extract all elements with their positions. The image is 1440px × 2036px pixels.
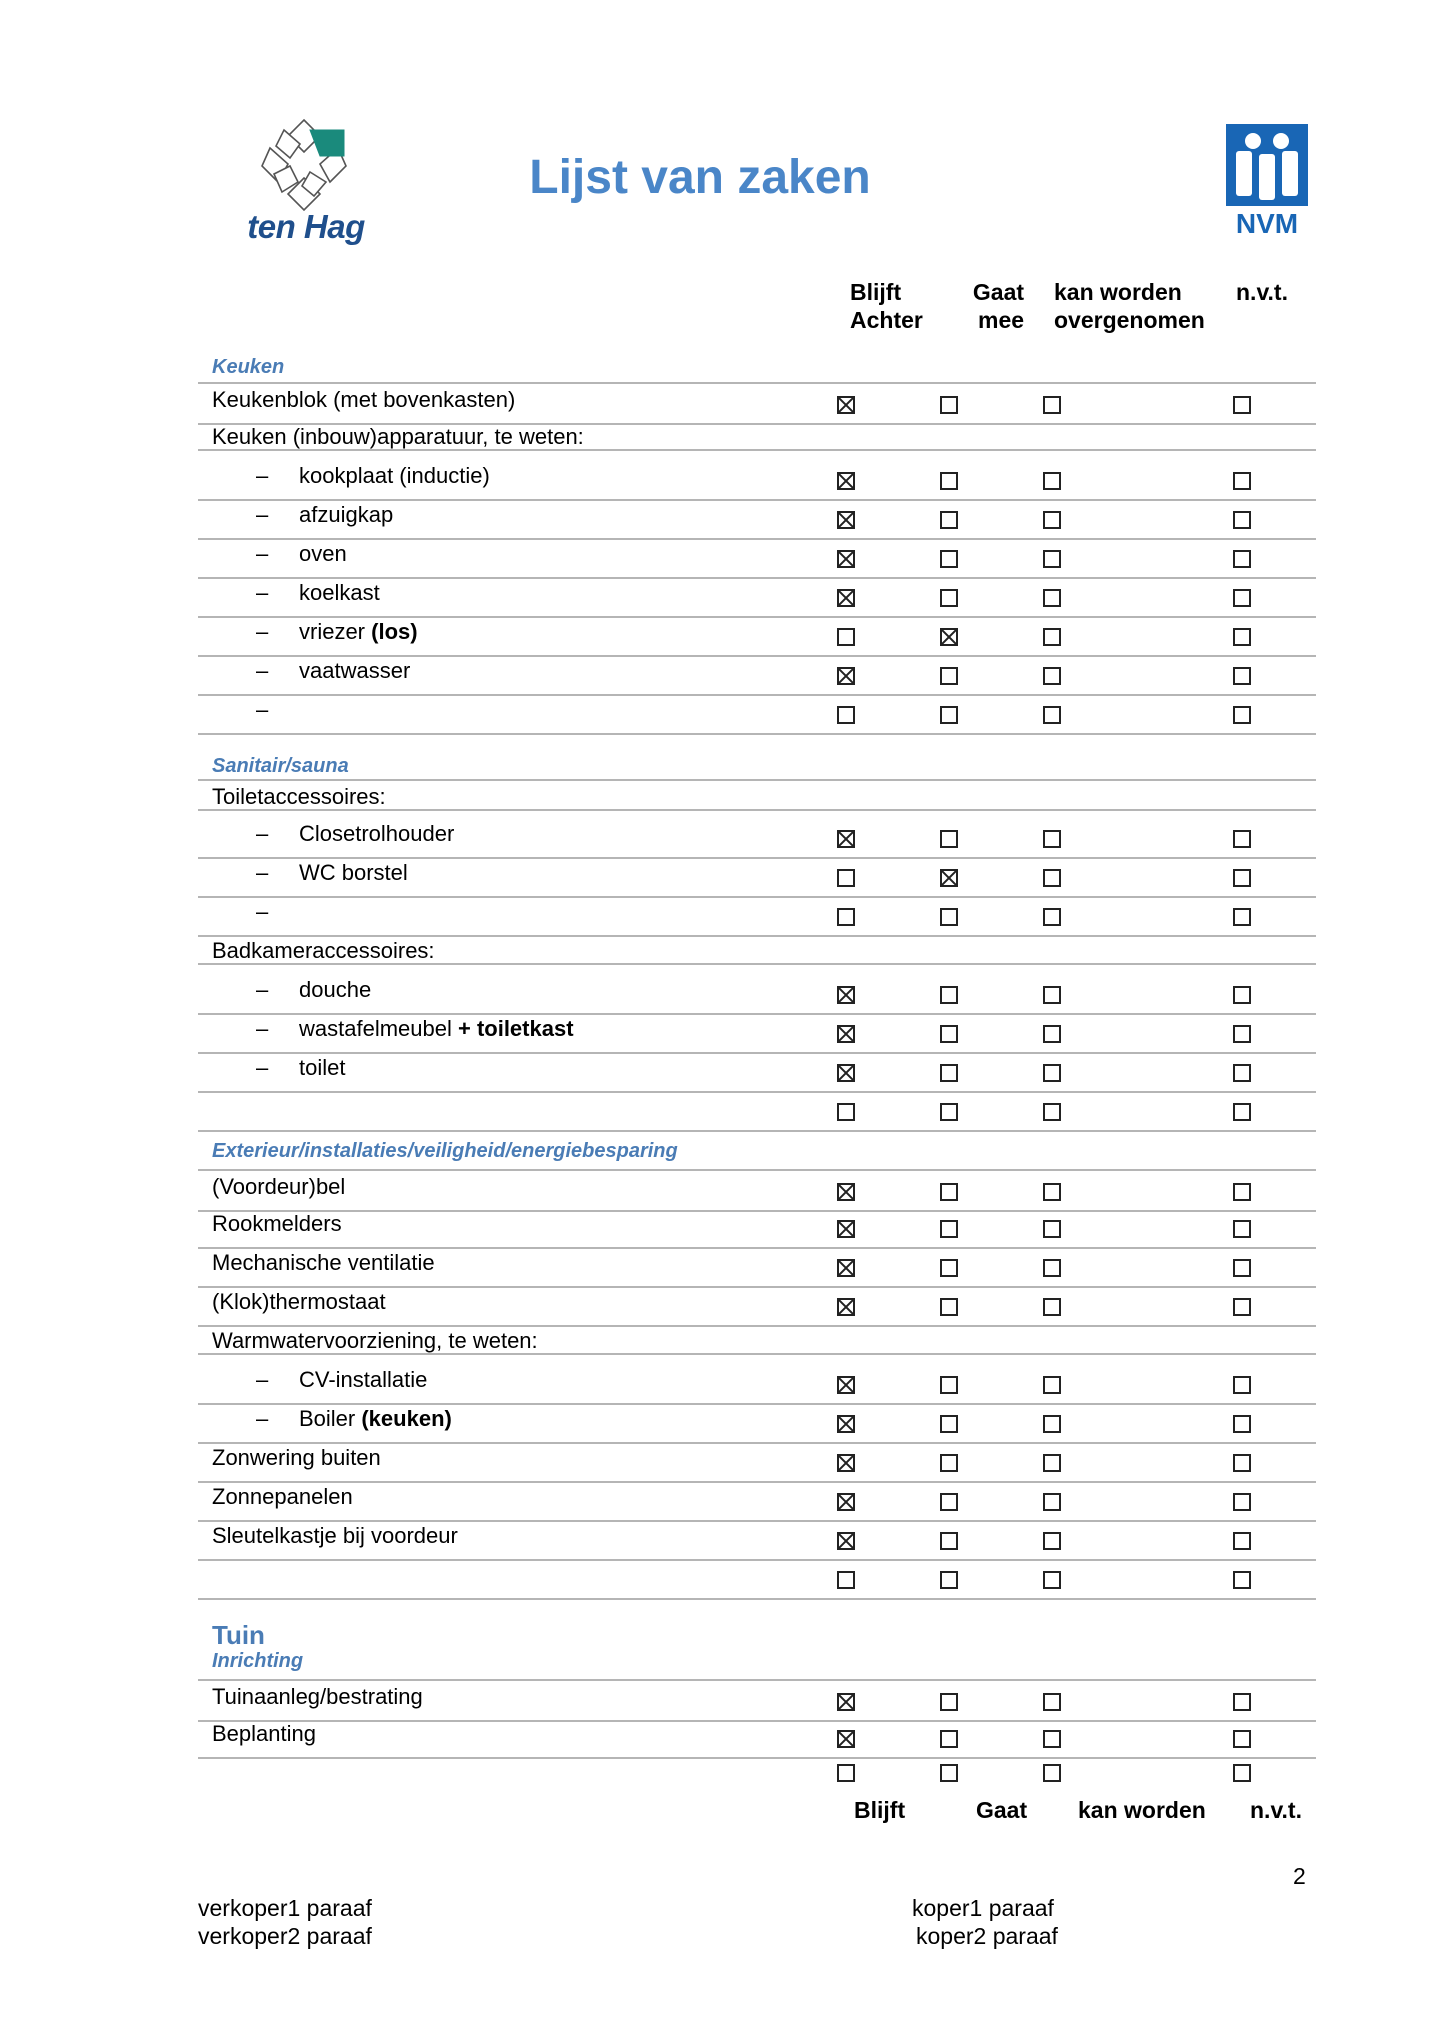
checkbox-nvt[interactable] [1233, 869, 1251, 887]
item-row [198, 1520, 1316, 1561]
checkbox-gaat[interactable] [940, 511, 958, 529]
item-label [299, 1367, 427, 1393]
checkbox-nvt[interactable] [1233, 511, 1251, 529]
item-label-text: kookplaat (inductie) [299, 463, 490, 488]
checkbox-overgenomen[interactable] [1043, 1571, 1061, 1589]
checkbox-overgenomen[interactable] [1043, 1532, 1061, 1550]
checkbox-gaat[interactable] [940, 1454, 958, 1472]
checkbox-overgenomen[interactable] [1043, 1454, 1061, 1472]
item-label-bold: (keuken) [361, 1406, 452, 1431]
checkbox-nvt[interactable] [1233, 396, 1251, 414]
checkbox-gaat[interactable] [940, 1220, 958, 1238]
group-row [198, 935, 1316, 965]
ten-hag-logo [236, 116, 376, 256]
group-row [198, 1325, 1316, 1355]
dash-bullet: – [256, 697, 269, 722]
item-label-text: Zonnepanelen [212, 1484, 353, 1509]
checkbox-gaat[interactable] [940, 628, 958, 646]
item-label-text: Boiler [299, 1406, 362, 1431]
item-label [212, 424, 584, 450]
checkbox-blijft[interactable] [837, 1064, 855, 1082]
item-label-bold: + toiletkast [457, 1016, 574, 1041]
item-row [198, 694, 1316, 735]
checkbox-nvt[interactable] [1233, 472, 1251, 490]
checkbox-overgenomen[interactable] [1043, 472, 1061, 490]
checkbox-nvt[interactable] [1233, 830, 1251, 848]
checkbox-blijft[interactable] [837, 1220, 855, 1238]
checkbox-blijft[interactable] [837, 550, 855, 568]
checkbox-blijft[interactable] [837, 1259, 855, 1277]
checkbox-gaat[interactable] [940, 908, 958, 926]
checkbox-overgenomen[interactable] [1043, 589, 1061, 607]
checkbox-blijft[interactable] [837, 472, 855, 490]
item-row [198, 538, 1316, 579]
item-label-text: Badkameraccessoires: [212, 938, 435, 963]
item-label-text: Rookmelders [212, 1211, 342, 1236]
checkbox-nvt[interactable] [1233, 1693, 1251, 1711]
item-row [198, 1364, 1316, 1405]
checkbox-nvt[interactable] [1233, 1493, 1251, 1511]
checkbox-gaat[interactable] [940, 1532, 958, 1550]
item-row [198, 1091, 1316, 1132]
dash-bullet: – [256, 658, 269, 683]
checkbox-gaat[interactable] [940, 1730, 958, 1748]
checkbox-gaat[interactable] [940, 1693, 958, 1711]
checkbox-blijft[interactable] [837, 706, 855, 724]
item-label-text: Warmwatervoorziening, te weten: [212, 1328, 538, 1353]
checkbox-blijft[interactable] [837, 1415, 855, 1433]
checkbox-overgenomen[interactable] [1043, 830, 1061, 848]
checkbox-nvt[interactable] [1233, 550, 1251, 568]
checkbox-gaat[interactable] [940, 1415, 958, 1433]
checkbox-gaat[interactable] [940, 1103, 958, 1121]
seller-initials [198, 1894, 372, 1950]
checkbox-blijft[interactable] [837, 1764, 855, 1782]
checkbox-overgenomen[interactable] [1043, 986, 1061, 1004]
checkbox-gaat[interactable] [940, 589, 958, 607]
bottom-label-blijft: Blijft [854, 1797, 906, 1823]
checkbox-gaat[interactable] [940, 1493, 958, 1511]
buyer-initials [912, 1894, 1058, 1950]
item-label [212, 1523, 458, 1549]
item-label-text: Toiletaccessoires: [212, 784, 386, 809]
checkbox-blijft[interactable] [837, 1693, 855, 1711]
checkbox-nvt[interactable] [1233, 1571, 1251, 1589]
item-label [212, 1484, 353, 1510]
item-label [299, 1016, 574, 1042]
checkbox-gaat[interactable] [940, 550, 958, 568]
checkbox-gaat[interactable] [940, 1025, 958, 1043]
item-label [212, 1211, 342, 1237]
item-label-bold: (los) [371, 619, 418, 644]
checkbox-gaat[interactable] [940, 1183, 958, 1201]
item-row [198, 499, 1316, 540]
checkbox-gaat[interactable] [940, 986, 958, 1004]
checkbox-overgenomen[interactable] [1043, 1103, 1061, 1121]
item-row [198, 1052, 1316, 1093]
item-label [212, 387, 515, 413]
column-header-nvt: n.v.t. [1236, 279, 1288, 305]
column-header-gaat: Gaat mee [972, 279, 1025, 333]
checkbox-gaat[interactable] [940, 1571, 958, 1589]
item-label-text: wastafelmeubel [299, 1016, 458, 1041]
checkbox-gaat[interactable] [940, 1298, 958, 1316]
item-row [198, 1286, 1316, 1327]
checkbox-nvt[interactable] [1233, 589, 1251, 607]
item-label [299, 1406, 452, 1432]
checkbox-overgenomen[interactable] [1043, 1493, 1061, 1511]
checkbox-nvt[interactable] [1233, 1220, 1251, 1238]
checkbox-overgenomen[interactable] [1043, 869, 1061, 887]
item-row [198, 577, 1316, 618]
item-label [299, 1055, 345, 1081]
item-row [198, 1718, 1316, 1759]
checkbox-gaat[interactable] [940, 472, 958, 490]
dash-bullet: – [256, 619, 269, 644]
checkbox-nvt[interactable] [1233, 1730, 1251, 1748]
section-subtitle: Inrichting [212, 1650, 304, 1672]
column-header-overgenomen: kan worden overgenomen [1054, 279, 1205, 333]
seller2-initials-label: verkoper2 paraaf [198, 1923, 372, 1949]
dash-bullet: – [256, 977, 269, 1002]
buyer2-initials-label: koper2 paraaf [916, 1923, 1058, 1949]
bottom-label-nvt: n.v.t. [1250, 1797, 1302, 1823]
checkbox-blijft[interactable] [837, 396, 855, 414]
checkbox-overgenomen[interactable] [1043, 1025, 1061, 1043]
item-row [198, 616, 1316, 657]
seller1-initials-label: verkoper1 paraaf [198, 1895, 372, 1921]
bottom-label-gaat: Gaat [976, 1797, 1028, 1823]
nvm-brand-text: NVM [1235, 208, 1299, 239]
checkbox-nvt[interactable] [1233, 1376, 1251, 1394]
checkbox-overgenomen[interactable] [1043, 667, 1061, 685]
checkbox-overgenomen[interactable] [1043, 628, 1061, 646]
checkbox-blijft[interactable] [837, 1298, 855, 1316]
item-label [299, 821, 454, 847]
item-label [299, 463, 490, 489]
section-title: Tuin [212, 1620, 265, 1650]
item-label-text: oven [299, 541, 347, 566]
item-row [198, 1442, 1316, 1483]
item-label [212, 938, 435, 964]
dash-bullet: – [256, 1016, 269, 1041]
dash-bullet: – [256, 580, 269, 605]
checkbox-blijft[interactable] [837, 1103, 855, 1121]
item-label-text: (Klok)thermostaat [212, 1289, 386, 1314]
checkbox-gaat[interactable] [940, 1259, 958, 1277]
dash-bullet: – [256, 1055, 269, 1080]
item-label-text: Beplanting [212, 1721, 316, 1746]
item-row [198, 1208, 1316, 1249]
checkbox-gaat[interactable] [940, 869, 958, 887]
checkbox-blijft[interactable] [837, 1730, 855, 1748]
checkbox-gaat[interactable] [940, 1064, 958, 1082]
item-label-text: Sleutelkastje bij voordeur [212, 1523, 458, 1548]
item-label [299, 502, 393, 528]
item-label [299, 619, 418, 645]
checkbox-blijft[interactable] [837, 986, 855, 1004]
checkbox-blijft[interactable] [837, 589, 855, 607]
checkbox-overgenomen[interactable] [1043, 908, 1061, 926]
item-label [299, 658, 410, 684]
checkbox-overgenomen[interactable] [1043, 1259, 1061, 1277]
group-row [198, 779, 1316, 811]
checkbox-blijft[interactable] [837, 667, 855, 685]
checkbox-nvt[interactable] [1233, 1025, 1251, 1043]
checkbox-blijft[interactable] [837, 1493, 855, 1511]
checkbox-overgenomen[interactable] [1043, 1064, 1061, 1082]
item-label-text: Tuinaanleg/bestrating [212, 1684, 423, 1709]
item-label [299, 541, 347, 567]
checkbox-nvt[interactable] [1233, 1064, 1251, 1082]
item-row [198, 655, 1316, 696]
section-title: Sanitair/sauna [212, 755, 349, 777]
checkbox-gaat[interactable] [940, 706, 958, 724]
checkbox-gaat[interactable] [940, 1376, 958, 1394]
page-number: 2 [1293, 1863, 1306, 1889]
item-label [212, 1684, 423, 1710]
item-label [212, 1328, 538, 1354]
checkbox-nvt[interactable] [1233, 1454, 1251, 1472]
checkbox-blijft[interactable] [837, 1376, 855, 1394]
dash-bullet: – [256, 1367, 269, 1392]
checkbox-blijft[interactable] [837, 628, 855, 646]
item-row [198, 1247, 1316, 1288]
checkbox-nvt[interactable] [1233, 908, 1251, 926]
ten-hag-brand-text: ten Hag [247, 208, 365, 245]
item-row [198, 857, 1316, 898]
item-row [198, 1481, 1316, 1522]
checkbox-nvt[interactable] [1233, 1183, 1251, 1201]
checkbox-blijft[interactable] [837, 1454, 855, 1472]
item-label [299, 977, 371, 1003]
checkbox-overgenomen[interactable] [1043, 1298, 1061, 1316]
checkbox-overgenomen[interactable] [1043, 1183, 1061, 1201]
checkbox-gaat[interactable] [940, 1764, 958, 1782]
checkbox-overgenomen[interactable] [1043, 706, 1061, 724]
item-label [212, 1289, 386, 1315]
checkbox-nvt[interactable] [1233, 628, 1251, 646]
checkbox-nvt[interactable] [1233, 986, 1251, 1004]
checkbox-overgenomen[interactable] [1043, 511, 1061, 529]
item-row [198, 1013, 1316, 1054]
item-label-text: vriezer [299, 619, 372, 644]
pinwheel-logo-icon [254, 116, 354, 212]
checkbox-overgenomen[interactable] [1043, 550, 1061, 568]
item-label-text: (Voordeur)bel [212, 1174, 346, 1199]
checkbox-nvt[interactable] [1233, 1532, 1251, 1550]
section-title: Keuken [212, 356, 285, 378]
checkbox-overgenomen[interactable] [1043, 396, 1061, 414]
item-label [299, 580, 380, 606]
item-label [212, 1250, 435, 1276]
item-row [198, 1679, 1316, 1722]
checkbox-blijft[interactable] [837, 869, 855, 887]
checkbox-nvt[interactable] [1233, 667, 1251, 685]
item-label-text: vaatwasser [299, 658, 411, 683]
checkbox-blijft[interactable] [837, 1532, 855, 1550]
item-label-text: toilet [299, 1055, 346, 1080]
item-label [212, 1174, 345, 1200]
checkbox-overgenomen[interactable] [1043, 1376, 1061, 1394]
column-header-blijft: Blijft Achter [850, 279, 923, 333]
dash-bullet: – [256, 502, 269, 527]
page-title: Lijst van zaken [529, 151, 871, 204]
checkbox-blijft[interactable] [837, 1025, 855, 1043]
item-label [212, 1721, 316, 1747]
item-row [198, 1403, 1316, 1444]
group-row [198, 421, 1316, 451]
item-row [198, 460, 1316, 501]
item-label-text: Keukenblok (met bovenkasten) [212, 387, 516, 412]
item-row [198, 896, 1316, 937]
checkbox-overgenomen[interactable] [1043, 1693, 1061, 1711]
item-label-text: Keuken (inbouw)apparatuur, te weten: [212, 424, 584, 449]
item-row [198, 818, 1316, 859]
checkbox-gaat[interactable] [940, 667, 958, 685]
item-label [212, 784, 386, 810]
checkbox-overgenomen[interactable] [1043, 1730, 1061, 1748]
bottom-label-kan-worden: kan worden [1078, 1797, 1206, 1823]
item-label [212, 1445, 381, 1471]
dash-bullet: – [256, 1406, 269, 1431]
item-label-text: Closetrolhouder [299, 821, 455, 846]
checkbox-nvt[interactable] [1233, 1764, 1251, 1782]
item-row [198, 1559, 1316, 1600]
dash-bullet: – [256, 541, 269, 566]
checkbox-overgenomen[interactable] [1043, 1220, 1061, 1238]
checkbox-nvt[interactable] [1233, 1103, 1251, 1121]
checkbox-blijft[interactable] [837, 511, 855, 529]
checkbox-nvt[interactable] [1233, 706, 1251, 724]
checkbox-nvt[interactable] [1233, 1298, 1251, 1316]
checkbox-gaat[interactable] [940, 830, 958, 848]
dash-bullet: – [256, 821, 269, 846]
item-row [198, 382, 1316, 425]
buyer1-initials-label: koper1 paraaf [912, 1895, 1054, 1921]
checkbox-gaat[interactable] [940, 396, 958, 414]
checkbox-overgenomen[interactable] [1043, 1415, 1061, 1433]
checkbox-nvt[interactable] [1233, 1259, 1251, 1277]
item-label-text: Mechanische ventilatie [212, 1250, 435, 1275]
checkbox-blijft[interactable] [837, 1571, 855, 1589]
item-row [198, 974, 1316, 1015]
item-label [299, 860, 408, 886]
dash-bullet: – [256, 899, 269, 924]
item-label-text: WC borstel [299, 860, 408, 885]
checkbox-nvt[interactable] [1233, 1415, 1251, 1433]
item-label-text: afzuigkap [299, 502, 394, 527]
section-title: Exterieur/installaties/veiligheid/energiebesparing [212, 1140, 678, 1162]
dash-bullet: – [256, 463, 269, 488]
item-label-text: douche [299, 977, 372, 1002]
item-label-text: Zonwering buiten [212, 1445, 381, 1470]
checkbox-blijft[interactable] [837, 830, 855, 848]
nvm-emblem-icon [1226, 124, 1308, 206]
nvm-logo [1226, 124, 1306, 244]
item-label-text: CV-installatie [299, 1367, 428, 1392]
checkbox-blijft[interactable] [837, 1183, 855, 1201]
dash-bullet: – [256, 860, 269, 885]
item-row [198, 1169, 1316, 1212]
checkbox-blijft[interactable] [837, 908, 855, 926]
item-label-text: koelkast [299, 580, 380, 605]
checkbox-overgenomen[interactable] [1043, 1764, 1061, 1782]
